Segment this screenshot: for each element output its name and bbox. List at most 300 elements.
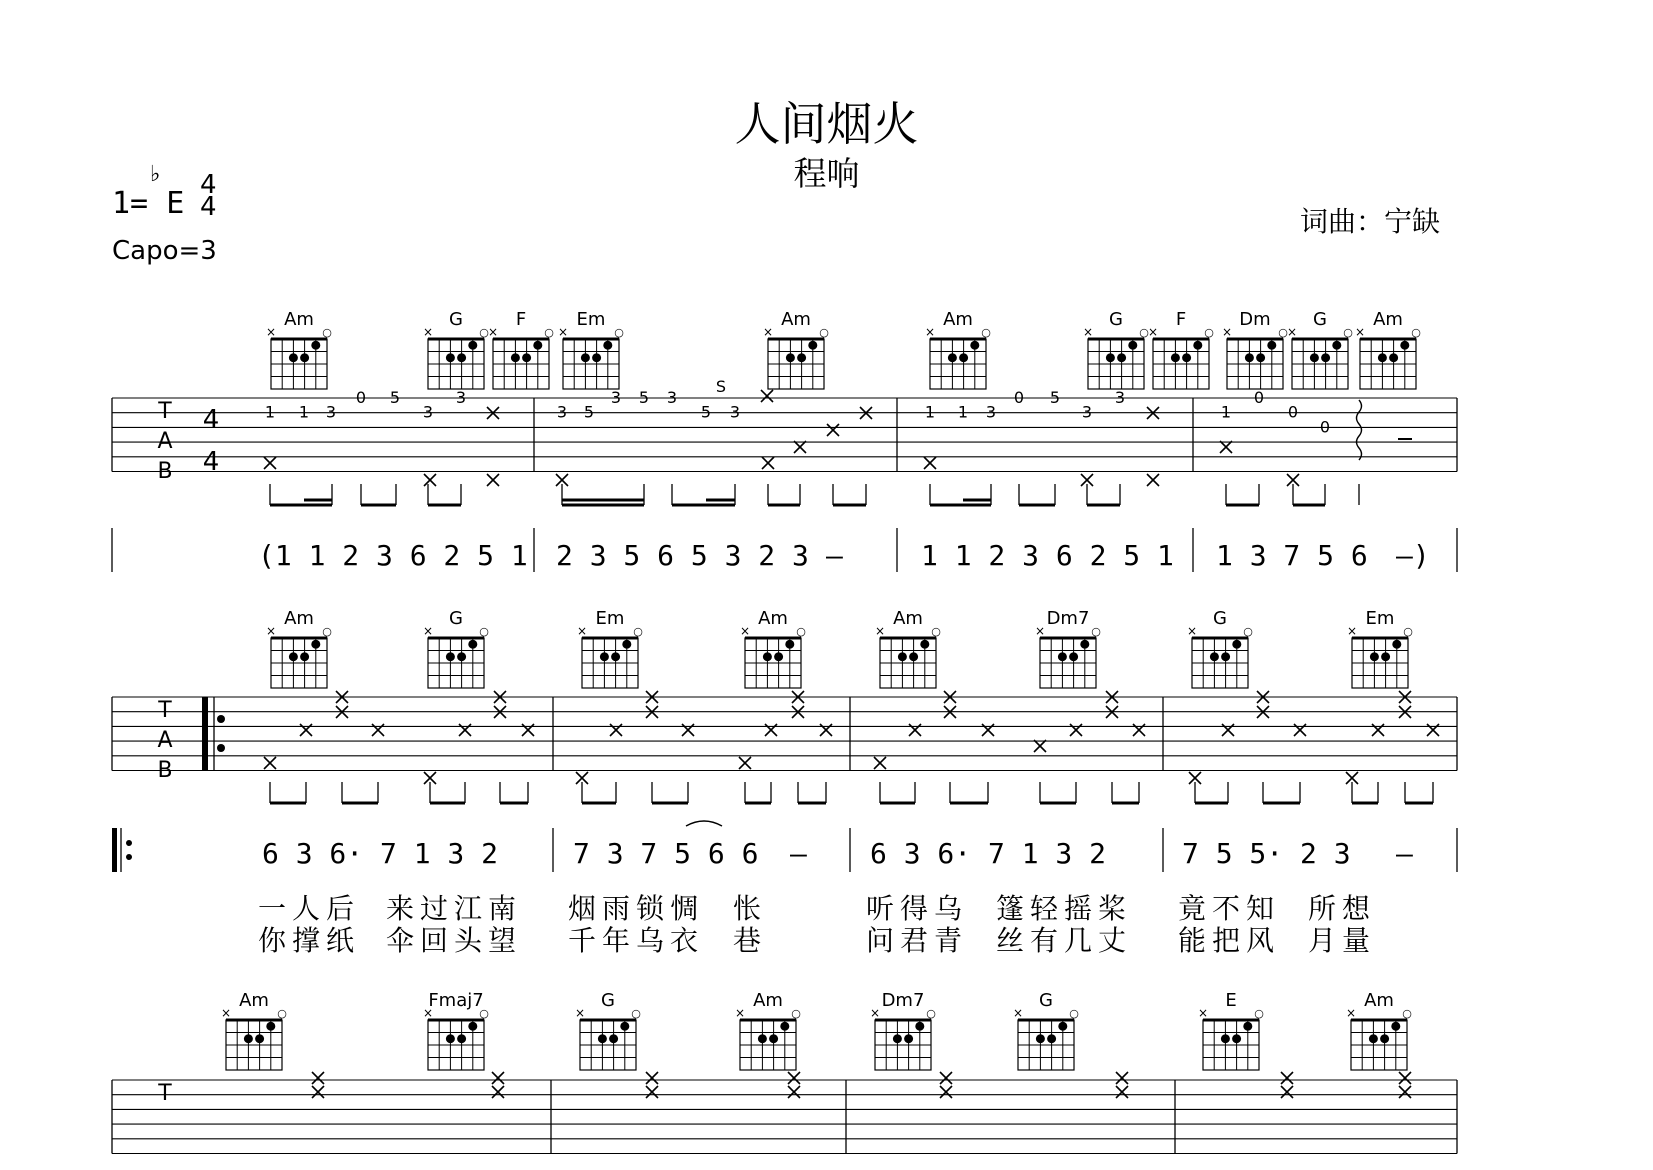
chord-diagram (577, 608, 643, 688)
fret-number: 3 (729, 402, 741, 422)
lyric-line-1: 竟不知 (1178, 892, 1281, 925)
fret-number: 1 (957, 402, 969, 422)
open-mark: ○ (981, 326, 991, 339)
lyric-line-2: 能把风 (1178, 924, 1281, 957)
finger-dot (1069, 652, 1078, 661)
x-note (1372, 724, 1384, 736)
finger-dot (1221, 652, 1230, 661)
open-mark: ○ (633, 625, 643, 638)
finger-dot (1232, 640, 1241, 649)
tab-letter-t: T (158, 1081, 172, 1106)
fret-number: 3 (610, 388, 622, 407)
chord-diagram (1347, 608, 1413, 688)
chord-diagram (763, 309, 829, 389)
fret-number: 0 (1253, 388, 1265, 407)
x-note (1281, 1086, 1293, 1098)
x-note (1427, 724, 1439, 736)
tab-letter-b: B (157, 758, 173, 783)
finger-dot (244, 1034, 253, 1043)
tab-letter-t: T (158, 399, 172, 424)
x-note (762, 457, 774, 469)
finger-dot (1332, 341, 1341, 350)
chord-name: Dm7 (1046, 608, 1090, 629)
slide-mark: S (715, 377, 727, 396)
open-mark: ○ (791, 1007, 801, 1020)
lyric-line-2: 千年乌衣 (568, 924, 705, 957)
x-note (1116, 1086, 1128, 1098)
chord-diagram (870, 990, 936, 1070)
jianpu-numbers: – (790, 837, 807, 870)
x-note (1133, 724, 1145, 736)
finger-dot (311, 640, 320, 649)
finger-dot (1182, 353, 1191, 362)
chord-name: Dm (1239, 309, 1271, 330)
open-mark: ○ (931, 625, 941, 638)
finger-dot (1378, 353, 1387, 362)
finger-dot (592, 353, 601, 362)
x-note (827, 424, 839, 436)
x-note (646, 1086, 658, 1098)
open-mark: ○ (277, 1007, 287, 1020)
x-note (820, 724, 832, 736)
chord-diagram (423, 309, 489, 389)
finger-dot (1047, 1034, 1056, 1043)
finger-dot (780, 1022, 789, 1031)
open-mark: ○ (1091, 625, 1101, 638)
x-note (522, 724, 534, 736)
artist-name: 程响 (793, 154, 860, 193)
open-mark: ○ (1411, 326, 1421, 339)
finger-dot (622, 640, 631, 649)
jianpu-numbers: 7 3 7 5 6 6 (573, 837, 759, 870)
chord-diagram (266, 608, 332, 688)
mute-mark: × (487, 325, 499, 339)
chord-diagram (488, 309, 554, 389)
chord-diagram (1083, 309, 1149, 389)
chord-name: Em (595, 608, 625, 629)
x-note (1147, 474, 1159, 486)
open-mark: ○ (1204, 326, 1214, 339)
finger-dot (311, 341, 320, 350)
fret-number: 3 (556, 402, 568, 422)
open-mark: ○ (479, 1007, 489, 1020)
finger-dot (1210, 652, 1219, 661)
finger-dot (511, 353, 520, 362)
finger-dot (457, 652, 466, 661)
open-mark: ○ (614, 326, 624, 339)
chord-name: Am (758, 608, 788, 629)
chord-name: G (1213, 608, 1227, 629)
lyric-line-2: 月量 (1308, 924, 1377, 957)
finger-dot (1400, 341, 1409, 350)
chord-diagram (1013, 990, 1079, 1070)
x-note (1220, 441, 1232, 453)
x-note (492, 1072, 504, 1084)
finger-dot (266, 1022, 275, 1031)
chord-diagram (1198, 990, 1264, 1070)
repeat-thick-bar (202, 697, 208, 771)
finger-dot (898, 652, 907, 661)
finger-dot (893, 1034, 902, 1043)
chord-name: Am (943, 309, 973, 330)
finger-dot (289, 652, 298, 661)
open-mark: ○ (1403, 625, 1413, 638)
mute-mark: × (1082, 325, 1094, 339)
fret-number: 5 (700, 402, 712, 422)
finger-dot (1380, 1034, 1389, 1043)
x-note (1399, 1086, 1411, 1098)
finger-dot (255, 1034, 264, 1043)
finger-dot (769, 1034, 778, 1043)
finger-dot (289, 353, 298, 362)
finger-dot (300, 652, 309, 661)
chord-name: Am (893, 608, 923, 629)
mute-mark: × (1345, 1006, 1357, 1020)
x-note (312, 1086, 324, 1098)
open-mark: ○ (926, 1007, 936, 1020)
fret-number: 3 (325, 402, 337, 422)
x-note (982, 724, 994, 736)
capo-label: Capo=3 (112, 236, 217, 266)
finger-dot (1256, 353, 1265, 362)
finger-dot (611, 652, 620, 661)
x-note (940, 1072, 952, 1084)
chord-name: Am (284, 309, 314, 330)
tab-letter-t: T (158, 698, 172, 723)
lyric-line-2: 丝有几丈 (996, 924, 1133, 957)
fret-number: 5 (1049, 388, 1061, 407)
lyric-line-1: 听得乌 (866, 892, 969, 925)
open-mark: ○ (322, 625, 332, 638)
mute-mark: × (422, 1006, 434, 1020)
finger-dot (522, 353, 531, 362)
x-note (300, 724, 312, 736)
finger-dot (1058, 652, 1067, 661)
finger-dot (600, 652, 609, 661)
jianpu-numbers: 1 1 2 3 6 2 5 1 (921, 539, 1174, 572)
x-note (874, 757, 886, 769)
chord-diagram (735, 990, 801, 1070)
x-note (372, 724, 384, 736)
chord-diagram (1287, 309, 1353, 389)
x-note (424, 474, 436, 486)
chord-diagram (875, 608, 941, 688)
tab-time-bottom: 4 (202, 447, 220, 477)
mute-mark: × (869, 1006, 881, 1020)
chord-name: Am (1373, 309, 1403, 330)
finger-dot (1392, 640, 1401, 649)
jianpu-numbers: 1 3 7 5 6 (1216, 539, 1368, 572)
x-note (940, 1086, 952, 1098)
x-note (1034, 740, 1046, 752)
tab-staff-2 (112, 697, 1457, 771)
fret-number: 5 (583, 402, 595, 422)
chord-name: G (1313, 309, 1327, 330)
x-note (1116, 1072, 1128, 1084)
x-note (646, 1072, 658, 1084)
mute-mark: × (1034, 624, 1046, 638)
tab-time-top: 4 (202, 405, 220, 435)
open-mark: ○ (1402, 1007, 1412, 1020)
fret-number: 5 (638, 388, 650, 407)
finger-dot (1106, 353, 1115, 362)
mute-mark: × (576, 624, 588, 638)
finger-dot (785, 640, 794, 649)
open-mark: ○ (796, 625, 806, 638)
finger-dot (758, 1034, 767, 1043)
x-note (788, 1072, 800, 1084)
chord-diagram (266, 309, 332, 389)
x-note (682, 724, 694, 736)
fret-number: 5 (389, 388, 401, 407)
lyric-line-1: 所想 (1308, 892, 1377, 925)
chord-diagram (423, 608, 489, 688)
finger-dot (1221, 1034, 1230, 1043)
mute-mark: × (1286, 325, 1298, 339)
finger-dot (1381, 652, 1390, 661)
finger-dot (1369, 1034, 1378, 1043)
chord-diagram (575, 990, 641, 1070)
x-note (909, 724, 921, 736)
open-mark: ○ (322, 326, 332, 339)
mute-mark: × (557, 325, 569, 339)
finger-dot (300, 353, 309, 362)
open-mark: ○ (1069, 1007, 1079, 1020)
finger-dot (763, 652, 772, 661)
x-note (487, 474, 499, 486)
finger-dot (909, 652, 918, 661)
finger-dot (1128, 341, 1137, 350)
jianpu-repeat-dot (126, 854, 132, 860)
lyric-line-1: 怅 (733, 892, 768, 925)
finger-dot (468, 640, 477, 649)
x-note (1294, 724, 1306, 736)
chord-diagram (221, 990, 287, 1070)
chord-name: Em (1365, 608, 1395, 629)
chord-name: G (449, 309, 463, 330)
mute-mark: × (574, 1006, 586, 1020)
x-note (264, 457, 276, 469)
jianpu-numbers: – (826, 539, 843, 572)
mute-mark: × (1197, 1006, 1209, 1020)
chord-name: F (1175, 309, 1187, 330)
chord-name: G (601, 990, 615, 1011)
finger-dot (446, 1034, 455, 1043)
jianpu-numbers: 6 3 6· 7 1 3 2 (870, 837, 1107, 870)
x-note (739, 757, 751, 769)
finger-dot (620, 1022, 629, 1031)
tab-letter-a: A (157, 429, 173, 454)
open-mark: ○ (479, 625, 489, 638)
chord-diagram (423, 990, 489, 1070)
x-note (794, 441, 806, 453)
fret-number: 3 (985, 402, 997, 422)
finger-dot (468, 1022, 477, 1031)
lyric-line-2: 巷 (733, 924, 768, 957)
chord-diagram (1148, 309, 1214, 389)
tab-staff-1 (112, 398, 1457, 472)
jianpu-repeat-bar (112, 828, 117, 872)
finger-dot (446, 652, 455, 661)
chord-diagram (925, 309, 991, 389)
fret-number: 0 (1319, 417, 1331, 437)
arpeggio-mark (1357, 400, 1362, 460)
x-note (1399, 1072, 1411, 1084)
open-mark: ○ (1343, 326, 1353, 339)
jianpu-numbers: –) (1396, 539, 1430, 572)
x-note (1281, 1072, 1293, 1084)
chord-diagram (1346, 990, 1412, 1070)
jianpu-repeat-dot (126, 840, 132, 846)
mute-mark: × (265, 624, 277, 638)
finger-dot (1232, 1034, 1241, 1043)
tab-letter-a: A (157, 728, 173, 753)
jianpu-numbers: (1 1 2 3 6 2 5 1 (258, 539, 528, 572)
finger-dot (1389, 353, 1398, 362)
x-note (264, 757, 276, 769)
mute-mark: × (1354, 325, 1366, 339)
finger-dot (1391, 1022, 1400, 1031)
mute-mark: × (924, 325, 936, 339)
finger-dot (468, 341, 477, 350)
chord-diagram (740, 608, 806, 688)
fret-number: 1 (1220, 402, 1232, 422)
chord-diagram (558, 309, 624, 389)
x-note (1070, 724, 1082, 736)
chord-name: G (1039, 990, 1053, 1011)
open-mark: ○ (544, 326, 554, 339)
finger-dot (1117, 353, 1126, 362)
mute-mark: × (422, 624, 434, 638)
x-note (765, 724, 777, 736)
finger-dot (797, 353, 806, 362)
key-signature: 1= E (112, 186, 185, 221)
song-title: 人间烟火 (734, 97, 919, 151)
open-mark: ○ (1139, 326, 1149, 339)
mute-mark: × (1346, 624, 1358, 638)
finger-dot (774, 652, 783, 661)
chord-name: E (1225, 990, 1237, 1011)
finger-dot (904, 1034, 913, 1043)
mute-mark: × (220, 1006, 232, 1020)
chord-name: Am (781, 309, 811, 330)
mute-mark: × (265, 325, 277, 339)
chord-name: Em (576, 309, 606, 330)
fret-number: 0 (1287, 402, 1299, 422)
finger-dot (457, 353, 466, 362)
mute-mark: × (1147, 325, 1159, 339)
finger-dot (1243, 1022, 1252, 1031)
finger-dot (1321, 353, 1330, 362)
chord-diagram (1035, 608, 1101, 688)
open-mark: ○ (479, 326, 489, 339)
finger-dot (970, 341, 979, 350)
chord-name: Am (239, 990, 269, 1011)
tab-letter-b: B (157, 459, 173, 484)
finger-dot (1370, 652, 1379, 661)
finger-dot (1245, 353, 1254, 362)
mute-mark: × (874, 624, 886, 638)
finger-dot (1193, 341, 1202, 350)
finger-dot (808, 341, 817, 350)
finger-dot (1080, 640, 1089, 649)
jianpu-numbers: – (1396, 837, 1413, 870)
x-note (1222, 724, 1234, 736)
lyric-line-2: 你撑纸 (258, 924, 361, 957)
flat-symbol: ♭ (150, 162, 161, 187)
open-mark: ○ (1243, 625, 1253, 638)
time-signature: 4 4 (200, 170, 217, 222)
finger-dot (457, 1034, 466, 1043)
open-mark: ○ (1254, 1007, 1264, 1020)
mute-mark: × (1221, 325, 1233, 339)
finger-dot (915, 1022, 924, 1031)
repeat-dot (217, 744, 225, 752)
finger-dot (1267, 341, 1276, 350)
mute-mark: × (762, 325, 774, 339)
finger-dot (603, 341, 612, 350)
mute-mark: × (739, 624, 751, 638)
finger-dot (533, 341, 542, 350)
repeat-dot (217, 715, 225, 723)
fret-number: 3 (666, 388, 678, 407)
chord-name: Am (1364, 990, 1394, 1011)
chord-name: Am (284, 608, 314, 629)
x-note (610, 724, 622, 736)
finger-dot (1310, 353, 1319, 362)
chord-name: F (515, 309, 527, 330)
finger-dot (446, 353, 455, 362)
chord-name: Am (753, 990, 783, 1011)
jianpu-numbers: 7 5 5· 2 3 (1182, 837, 1351, 870)
mute-mark: × (422, 325, 434, 339)
chord-name: Dm7 (881, 990, 925, 1011)
fret-number: 3 (455, 388, 467, 407)
x-note (788, 1086, 800, 1098)
fret-number: 1 (924, 402, 936, 422)
lyric-line-1: 烟雨锁惆 (568, 892, 705, 925)
mute-mark: × (1186, 624, 1198, 638)
chord-diagram (1222, 309, 1288, 389)
finger-dot (1171, 353, 1180, 362)
finger-dot (1058, 1022, 1067, 1031)
open-mark: ○ (631, 1007, 641, 1020)
x-note (312, 1072, 324, 1084)
open-mark: ○ (819, 326, 829, 339)
mute-mark: × (1012, 1006, 1024, 1020)
fret-number: 3 (1114, 388, 1126, 407)
lyric-line-2: 伞回头望 (386, 924, 523, 957)
lyric-line-2: 问君青 (866, 924, 969, 957)
tie-arc (686, 821, 722, 826)
x-note (761, 390, 773, 402)
tab-staff-3 (112, 1080, 1457, 1154)
finger-dot (598, 1034, 607, 1043)
jianpu-numbers: 2 3 5 6 5 3 2 3 (556, 539, 809, 572)
finger-dot (786, 353, 795, 362)
open-mark: ○ (1278, 326, 1288, 339)
lyric-line-1: 一人后 (258, 892, 361, 925)
credit-label: 词曲：宁缺 (1300, 205, 1441, 238)
finger-dot (1036, 1034, 1045, 1043)
chord-diagram (1187, 608, 1253, 688)
x-note (459, 724, 471, 736)
fret-number: 1 (298, 402, 310, 422)
finger-dot (959, 353, 968, 362)
fret-number: 0 (355, 388, 367, 407)
mute-mark: × (734, 1006, 746, 1020)
x-note (924, 457, 936, 469)
